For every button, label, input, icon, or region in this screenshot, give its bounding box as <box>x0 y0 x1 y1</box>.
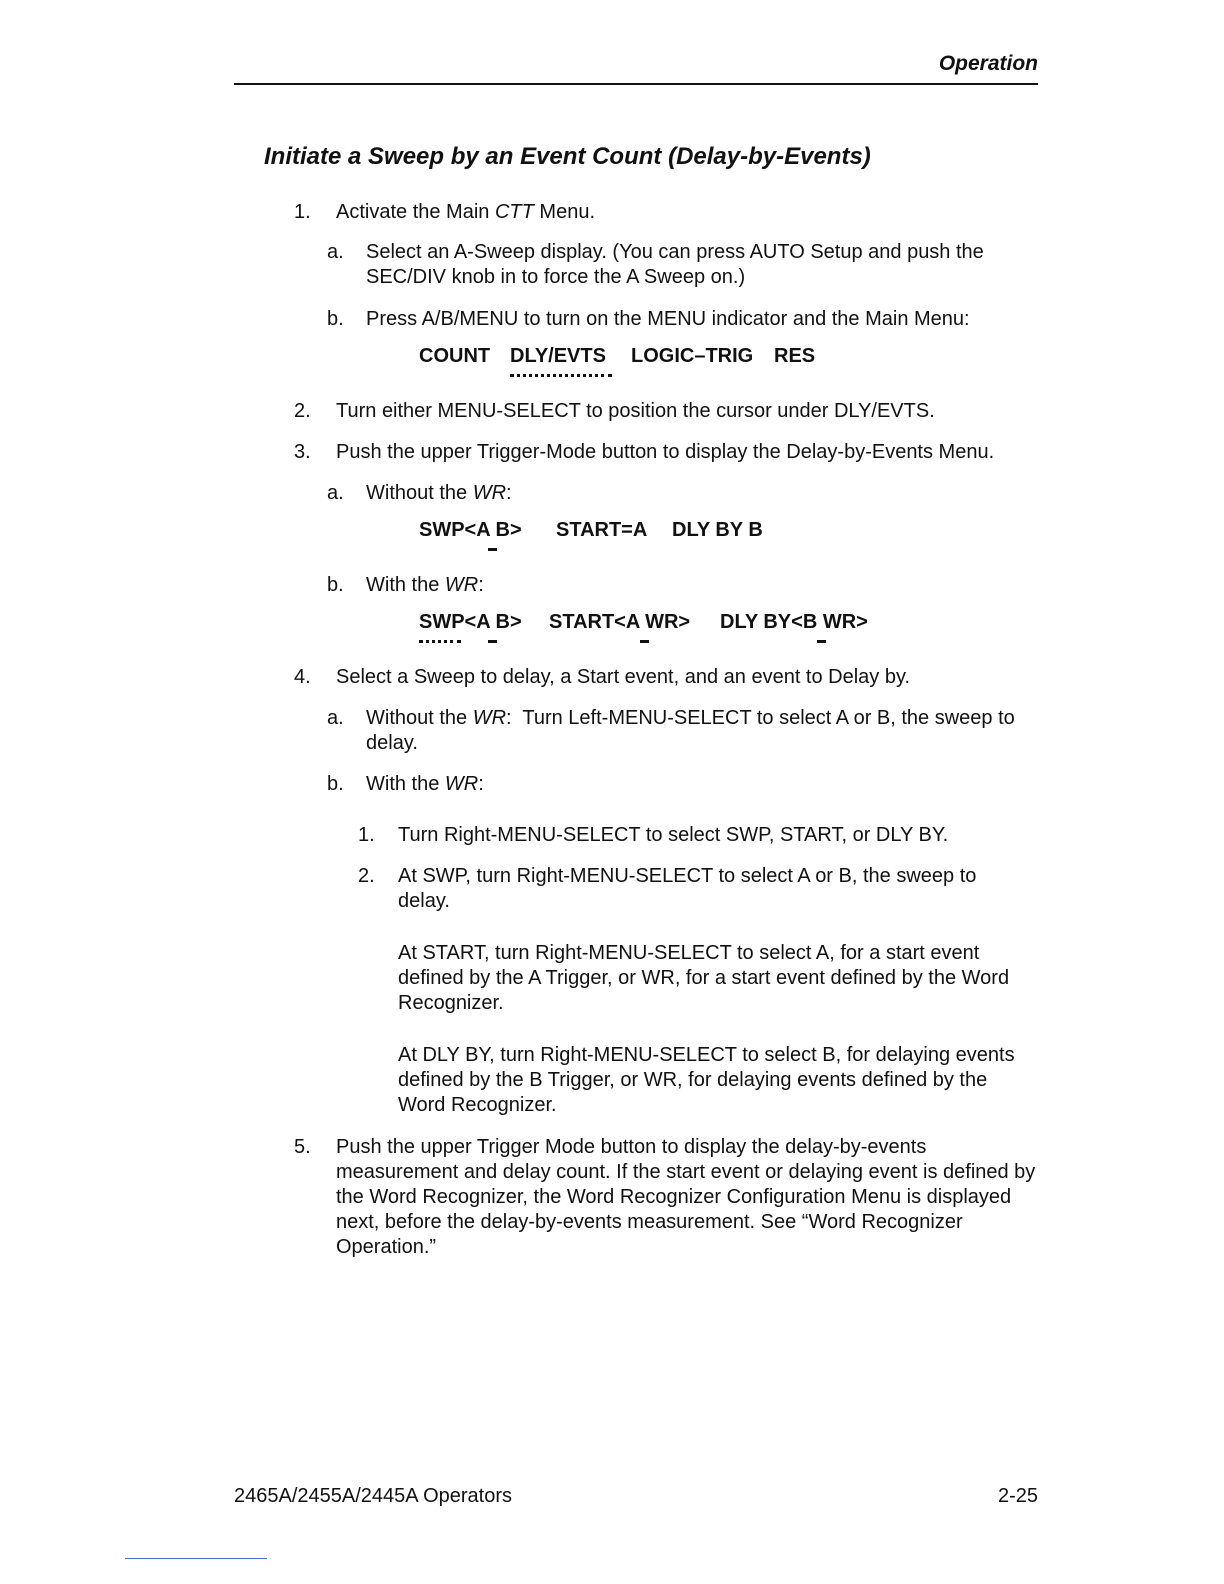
step-2-number: 2. <box>294 400 311 422</box>
menu-start: START<A WR> <box>549 611 691 633</box>
step-3b-number: b. <box>327 574 344 596</box>
step-2-text: Turn either MENU-SELECT to position the cursor under DLY/EVTS. <box>336 400 935 422</box>
section-title: Initiate a Sweep by an Event Count (Delay-by-Events) <box>264 143 871 170</box>
page-number: 2-25 <box>997 1485 1038 1507</box>
cursor-marker <box>488 640 497 643</box>
step-4b2-dly-text: At DLY BY, turn Right-MENU-SELECT to select B, for delaying events defined by the B Trigger, or WR, for delaying events defined by the Word Recognizer. <box>398 1044 1015 1116</box>
step-5-number: 5. <box>294 1136 311 1158</box>
cursor-marker <box>488 548 497 551</box>
cursor-underline <box>510 374 612 377</box>
step-4a-text: Without the WR: Turn Left-MENU-SELECT to select A or B, the sweep to delay. <box>366 707 1021 754</box>
menu-dly-evts: DLY/EVTS <box>510 345 606 367</box>
menu-swp: SWP<A B> <box>419 519 522 541</box>
step-4b2-start-text: At START, turn Right-MENU-SELECT to select A, for a start event defined by the A Trigger, or WR, for a start event defined by the Word Recognizer. <box>398 942 1010 1014</box>
footer-link-rule <box>125 1558 267 1559</box>
menu-count: COUNT <box>419 345 491 367</box>
header-rule <box>234 83 1038 85</box>
step-4-text: Select a Sweep to delay, a Start event, and an event to Delay by. <box>336 666 911 688</box>
step-3a-text: Without the WR: <box>366 482 512 504</box>
step-1a-number: a. <box>327 241 344 263</box>
step-1-number: 1. <box>294 201 311 223</box>
footer-title: 2465A/2455A/2445A Operators <box>234 1485 512 1507</box>
step-3a-number: a. <box>327 482 344 504</box>
step-1a-text: Select an A-Sweep display. (You can press AUTO Setup and push the SEC/DIV knob in to force the A Sweep on.) <box>366 241 984 288</box>
step-4b2-number: 2. <box>358 865 375 887</box>
step-5-text: Push the upper Trigger Mode button to display the delay-by-events measurement and delay count. If the start event or delaying event is defined by the Word Recognizer, the Word Recognizer Configuration Menu is displayed next, before the delay-by-events measurement. See “Word Recognizer Operation.” <box>336 1136 1036 1258</box>
menu-swp: SWP<A B> <box>419 611 522 633</box>
cursor-marker <box>817 640 826 643</box>
step-4-number: 4. <box>294 666 311 688</box>
cursor-underline <box>419 640 461 643</box>
step-1-text: Activate the Main CTT Menu. <box>336 201 596 223</box>
menu-start: START=A <box>556 519 648 541</box>
step-4b1-number: 1. <box>358 824 375 846</box>
step-3b-text: With the WR: <box>366 574 484 596</box>
step-4b2-text: At SWP, turn Right-MENU-SELECT to select A or B, the sweep to delay. <box>398 865 977 912</box>
menu-res: RES <box>774 345 816 367</box>
step-4b-number: b. <box>327 773 344 795</box>
cursor-marker <box>640 640 649 643</box>
menu-logic-trig: LOGIC–TRIG <box>631 345 754 367</box>
step-4b-text: With the WR: <box>366 773 484 795</box>
step-3-number: 3. <box>294 441 311 463</box>
menu-dly-by: DLY BY B <box>672 519 763 541</box>
step-4a-number: a. <box>327 707 344 729</box>
running-header: Operation <box>938 52 1038 75</box>
step-1b-number: b. <box>327 308 344 330</box>
step-4b1-text: Turn Right-MENU-SELECT to select SWP, START, or DLY BY. <box>398 824 949 846</box>
step-3-text: Push the upper Trigger-Mode button to display the Delay-by-Events Menu. <box>336 441 995 463</box>
step-1b-text: Press A/B/MENU to turn on the MENU indicator and the Main Menu: <box>366 308 970 330</box>
menu-dly-by: DLY BY<B WR> <box>720 611 868 633</box>
